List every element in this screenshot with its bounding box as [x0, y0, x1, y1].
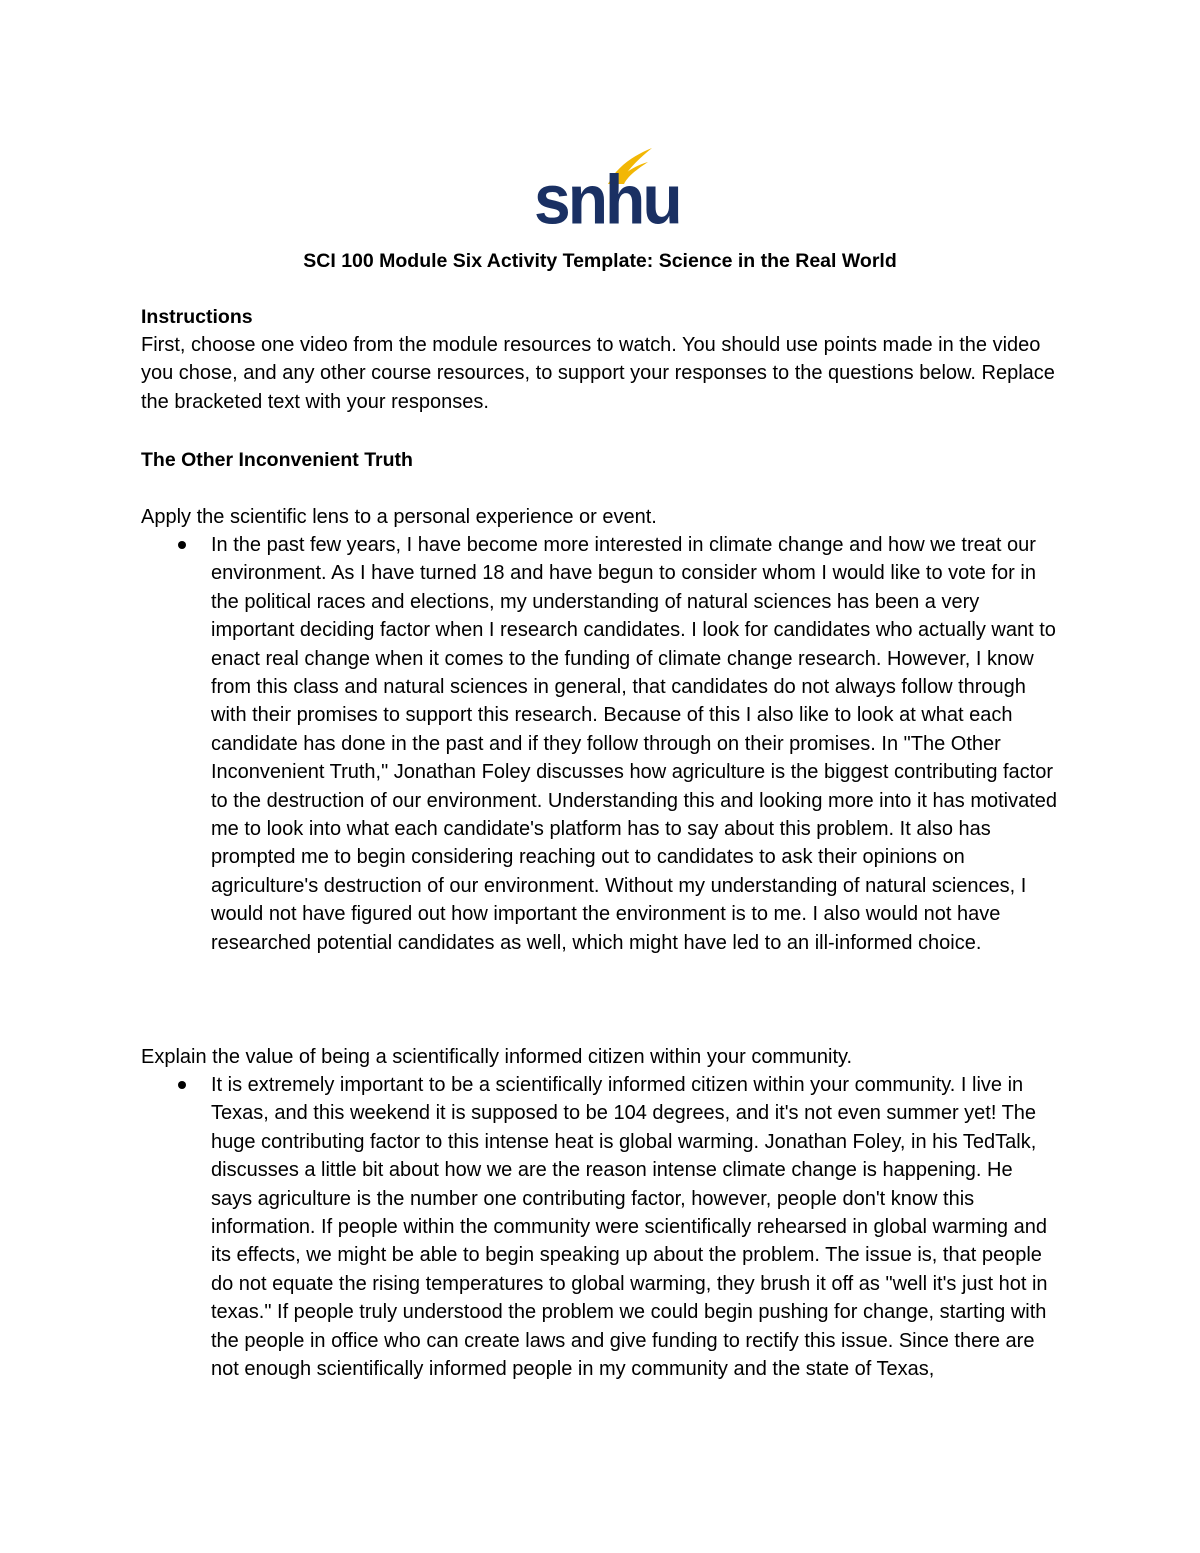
logo-wordmark: snhu — [534, 160, 680, 239]
page-title: SCI 100 Module Six Activity Template: Science in the Real World — [303, 250, 897, 272]
question-prompt-1: Apply the scientific lens to a personal experience or event. — [141, 506, 657, 528]
instructions-body: First, choose one video from the module resources to watch. You should use points made in the video you chose, and any other course resources, to support your responses to the questions below. Replace the bracketed text with your responses. — [141, 334, 1055, 413]
list-item — [141, 531, 1059, 957]
answer-text-2: It is extremely important to be a scientifically informed citizen within your community. I live in Texas, and this weekend it is supposed to be 104 degrees, and it's not even summer yet! The huge contributing factor to this intense heat is global warming. Jonathan Foley, in his TedTalk, discusses a little bit about how we are the reason intense climate change is happening. He says agriculture is the number one contributing factor, however, people don't know this information. If people within the community were scientifically rehearsed in global warming and its effects, we might be able to begin speaking up about the problem. The issue is, that people do not equate the rising temperatures to global warming, they brush it off as "well it's just hot in texas." If people truly understood the problem we could begin pushing for change, starting with the people in office who can create laws and give funding to rectify this issue. Since there are not enough scientifically informed people in my community and the state of Texas, — [211, 1074, 1048, 1381]
video-heading: The Other Inconvenient Truth — [141, 449, 413, 471]
answer-list-2 — [141, 1071, 1059, 1383]
instructions-heading: Instructions — [141, 306, 253, 328]
question-prompt-2: Explain the value of being a scientifically informed citizen within your community. — [141, 1046, 853, 1068]
instructions-section — [141, 303, 1059, 416]
bullet-icon — [178, 541, 186, 549]
answer-text-1: In the past few years, I have become more interested in climate change and how we treat our environment. As I have turned 18 and have begun to consider whom I would like to vote for in the political races and elections, my understanding of natural sciences has been a very important deciding factor when I research candidates. I look for candidates who actually want to enact real change when it comes to the funding of climate change research. However, I know from this class and natural sciences in general, that candidates do not always follow through with their promises to support this research. Because of this I also like to look at what each candidate has done in the past and if they follow through on their promises. In "The Other Inconvenient Truth," Jonathan Foley discusses how agriculture is the biggest contributing factor to the destruction of our environment. Understanding this and looking more into it has motivated me to look into what each candidate's platform has to say about this problem. It also has prompted me to begin considering reaching out to candidates to ask their opinions on agriculture's destruction of our environment. Without my understanding of natural sciences, I would not have figured out how important the environment is to me. I also would not have researched potential candidates as well, which might have led to an ill-informed choice. — [211, 534, 1058, 954]
list-item — [141, 1071, 1059, 1383]
snhu-logo — [534, 146, 680, 239]
answer-list-1 — [141, 531, 1059, 957]
bullet-icon — [178, 1081, 186, 1089]
